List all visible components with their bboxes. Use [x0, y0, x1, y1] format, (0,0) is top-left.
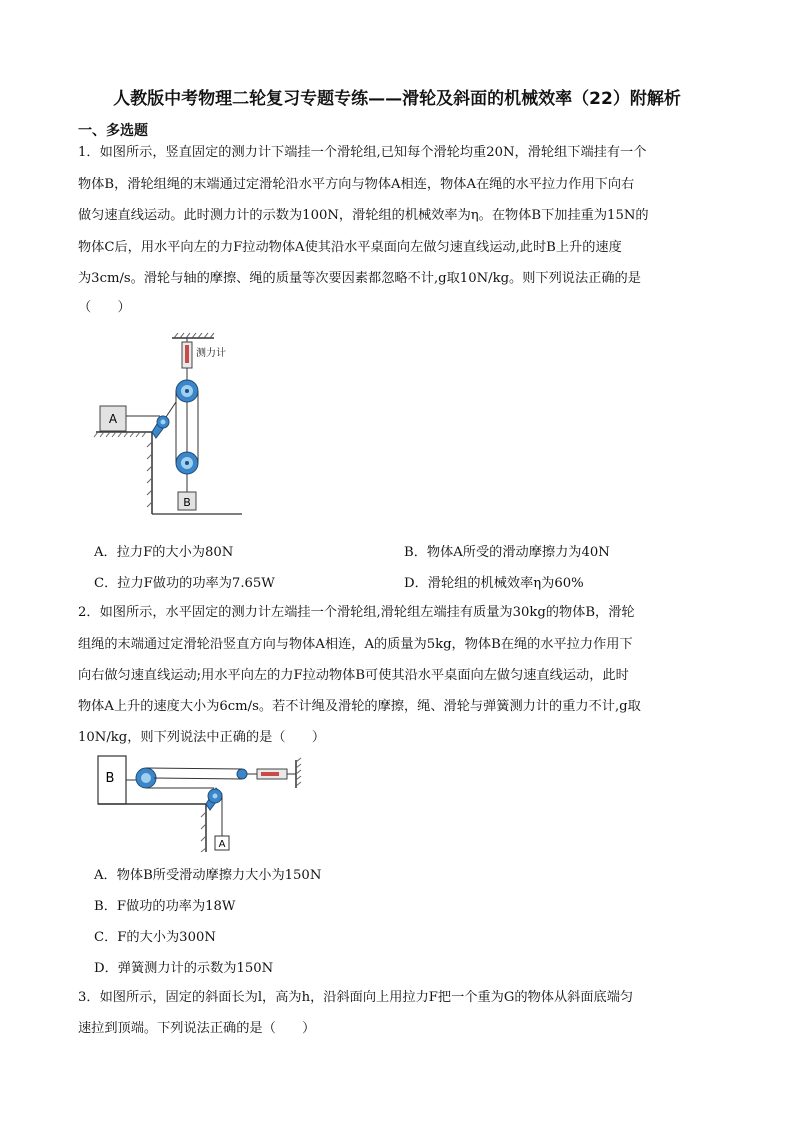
- question-2-line-2: 组绳的末端通过定滑轮沿竖直方向与物体A相连，A的质量为5kg，物体B在绳的水平拉力作用下: [78, 637, 633, 652]
- question-3-line-2: 速拉到顶端。下列说法正确的是（ ）: [78, 1021, 316, 1036]
- question-3-line-1: 3．如图所示，固定的斜面长为l，高为h，沿斜面向上用拉力F把一个重为G的物体从斜面底端匀: [78, 990, 634, 1005]
- block-b-label: B: [183, 496, 191, 509]
- question-2-option-c[interactable]: C．F的大小为300N: [94, 930, 216, 945]
- question-1-line-3: 做匀速直线运动。此时测力计的示数为100N，滑轮组的机械效率为η。在物体B下加挂重为15N的: [78, 208, 649, 223]
- block-b-label: B: [105, 771, 115, 786]
- question-1-line-6: （ ）: [78, 300, 131, 315]
- question-1-line-5: 为3cm/s。滑轮与轴的摩擦、绳的质量等次要因素都忽略不计,g取10N/kg。则下列说法正确的是: [78, 271, 641, 286]
- question-2-line-3: 向右做匀速直线运动;用水平向左的力F拉动物体B可使其沿水平桌面向左做匀速直线运动，此时: [78, 668, 629, 683]
- question-2-option-d[interactable]: D．弹簧测力计的示数为150N: [94, 961, 274, 976]
- question-2-line-4: 物体A上升的速度大小为6cm/s。若不计绳及滑轮的摩擦，绳、滑轮与弹簧测力计的重力不计,g取: [78, 699, 641, 714]
- meter-label: 测力计: [196, 348, 226, 359]
- question-2-line-1: 2．如图所示，水平固定的测力计左端挂一个滑轮组,滑轮组左端挂有质量为30kg的物体B，滑轮: [78, 605, 635, 620]
- question-1-option-c[interactable]: C．拉力F做功的功率为7.65W: [94, 576, 275, 591]
- question-2-option-a[interactable]: A．物体B所受滑动摩擦力大小为150N: [94, 868, 322, 883]
- question-1-option-d[interactable]: D．滑轮组的机械效率η为60%: [404, 576, 584, 591]
- question-1-line-4: 物体C后，用水平向左的力F拉动物体A使其沿水平桌面向左做匀速直线运动,此时B上升的速度: [78, 240, 622, 255]
- question-2-pulley-figure: [94, 752, 314, 857]
- question-2-line-5: 10N/kg，则下列说法中正确的是（ ）: [78, 730, 326, 745]
- question-1-pulley-figure: [92, 332, 252, 522]
- block-a-label: A: [218, 839, 226, 850]
- question-1-option-a[interactable]: A．拉力F的大小为80N: [94, 545, 234, 560]
- document-title: 人教版中考物理二轮复习专题专练——滑轮及斜面的机械效率（22）附解析: [113, 89, 681, 109]
- question-1-line-1: 1．如图所示，竖直固定的测力计下端挂一个滑轮组,已知每个滑轮均重20N，滑轮组下端挂有一个: [78, 145, 647, 160]
- question-2-option-b[interactable]: B．F做功的功率为18W: [94, 899, 236, 914]
- section-heading: 一、多选题: [78, 123, 148, 139]
- question-1-line-2: 物体B，滑轮组绳的末端通过定滑轮沿水平方向与物体A相连，物体A在绳的水平拉力作用下向右: [78, 177, 635, 192]
- block-a-label: A: [108, 412, 118, 426]
- question-1-option-b[interactable]: B．物体A所受的滑动摩擦力为40N: [404, 545, 610, 560]
